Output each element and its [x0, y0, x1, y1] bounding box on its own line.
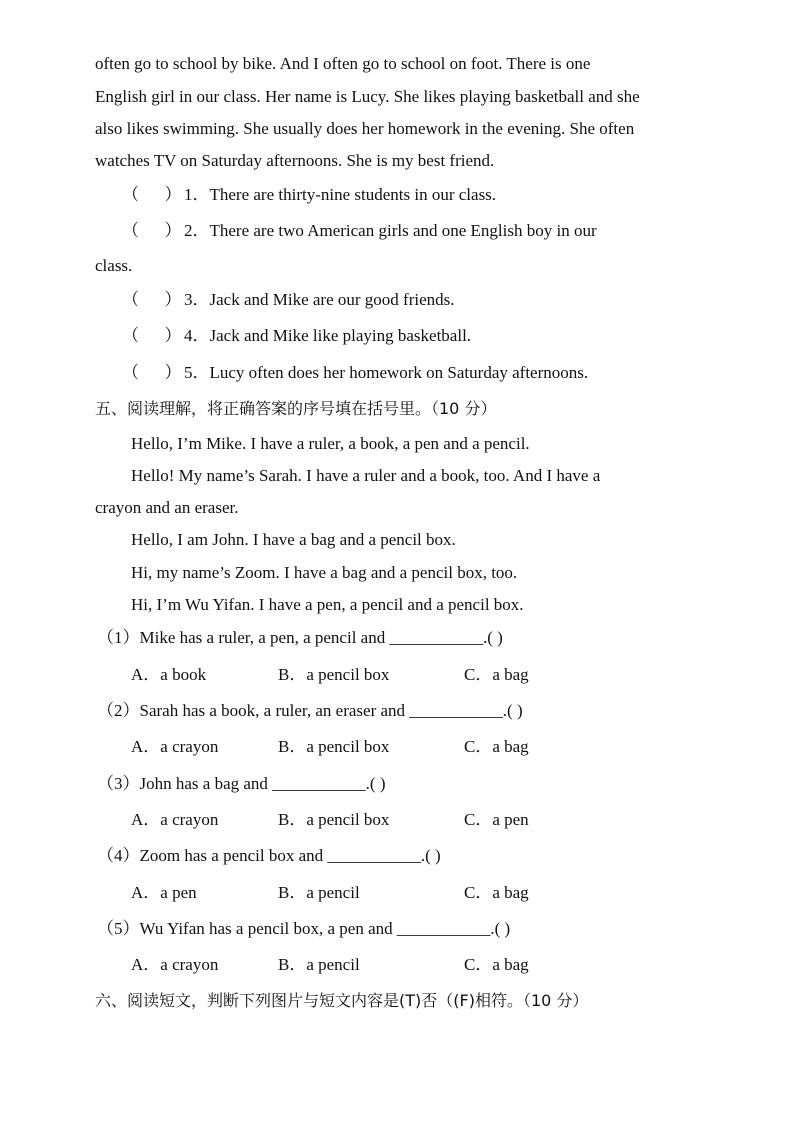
option-a[interactable]: A．a crayon	[131, 810, 219, 829]
question-text: 1．There are thirty-nine students in our class.	[184, 185, 497, 204]
option-b[interactable]: B．a pencil box	[278, 810, 390, 829]
question-text: 2．There are two American girls and one English boy in our	[184, 221, 597, 240]
mc-question-3: （3）John has a bag and ___________.( )	[97, 774, 386, 793]
mc-question-5: （5）Wu Yifan has a pencil box, a pen and ___________.( )	[97, 919, 511, 938]
mc-question-1: （1）Mike has a ruler, a pen, a pencil and ___________.( )	[97, 628, 503, 647]
passage-line: Hi, I’m Wu Yifan. I have a pen, a pencil and a pencil box.	[131, 595, 524, 614]
option-c[interactable]: C．a pen	[464, 810, 529, 829]
option-b[interactable]: B．a pencil	[278, 955, 360, 974]
option-c[interactable]: C．a bag	[464, 955, 529, 974]
tf-question-5	[122, 362, 588, 384]
option-c[interactable]: C．a bag	[464, 665, 529, 684]
passage-line: crayon and an eraser.	[95, 498, 239, 517]
answer-bracket[interactable]: （ ）	[122, 185, 182, 204]
passage-line: English girl in our class. Her name is Lucy. She likes playing basketball and she	[95, 87, 640, 106]
section-5-heading: 五、阅读理解，将正确答案的序号填在括号里。（10 分）	[95, 399, 497, 418]
option-c[interactable]: C．a bag	[464, 737, 529, 756]
question-text: 3．Jack and Mike are our good friends.	[184, 290, 455, 309]
question-text: 4．Jack and Mike like playing basketball.	[184, 326, 472, 345]
answer-bracket[interactable]: （ ）	[122, 290, 182, 309]
option-a[interactable]: A．a crayon	[131, 955, 219, 974]
option-a[interactable]: A．a crayon	[131, 737, 219, 756]
tf-question-1	[122, 184, 496, 206]
mc-question-2: （2）Sarah has a book, a ruler, an eraser and ___________.( )	[97, 701, 523, 720]
passage-line: watches TV on Saturday afternoons. She is my best friend.	[95, 151, 495, 170]
passage-line: often go to school by bike. And I often go to school on foot. There is one	[95, 54, 591, 73]
tf-question-2	[122, 220, 597, 242]
passage-line: Hello, I’m Mike. I have a ruler, a book, a pen and a pencil.	[131, 434, 530, 453]
passage-line: also likes swimming. She usually does her homework in the evening. She often	[95, 119, 635, 138]
section-6-heading: 六、阅读短文，判断下列图片与短文内容是(T)否（(F)相符。（10 分）	[95, 991, 589, 1010]
answer-bracket[interactable]: （ ）	[122, 221, 182, 240]
tf-question-3	[122, 289, 455, 311]
passage-line: Hi, my name’s Zoom. I have a bag and a pencil box, too.	[131, 563, 518, 582]
question-text: 5．Lucy often does her homework on Saturday afternoons.	[184, 363, 589, 382]
answer-bracket[interactable]: （ ）	[122, 363, 182, 382]
answer-bracket[interactable]: （ ）	[122, 326, 182, 345]
tf-question-4	[122, 325, 471, 347]
option-a[interactable]: A．a book	[131, 665, 207, 684]
passage-line: Hello! My name’s Sarah. I have a ruler and a book, too. And I have a	[131, 466, 601, 485]
passage-line: Hello, I am John. I have a bag and a pencil box.	[131, 530, 456, 549]
mc-question-4: （4）Zoom has a pencil box and ___________.( )	[97, 846, 441, 865]
option-a[interactable]: A．a pen	[131, 883, 197, 902]
option-c[interactable]: C．a bag	[464, 883, 529, 902]
option-b[interactable]: B．a pencil box	[278, 665, 390, 684]
option-b[interactable]: B．a pencil box	[278, 737, 390, 756]
option-b[interactable]: B．a pencil	[278, 883, 360, 902]
tf-question-2-continuation: class.	[95, 256, 133, 275]
